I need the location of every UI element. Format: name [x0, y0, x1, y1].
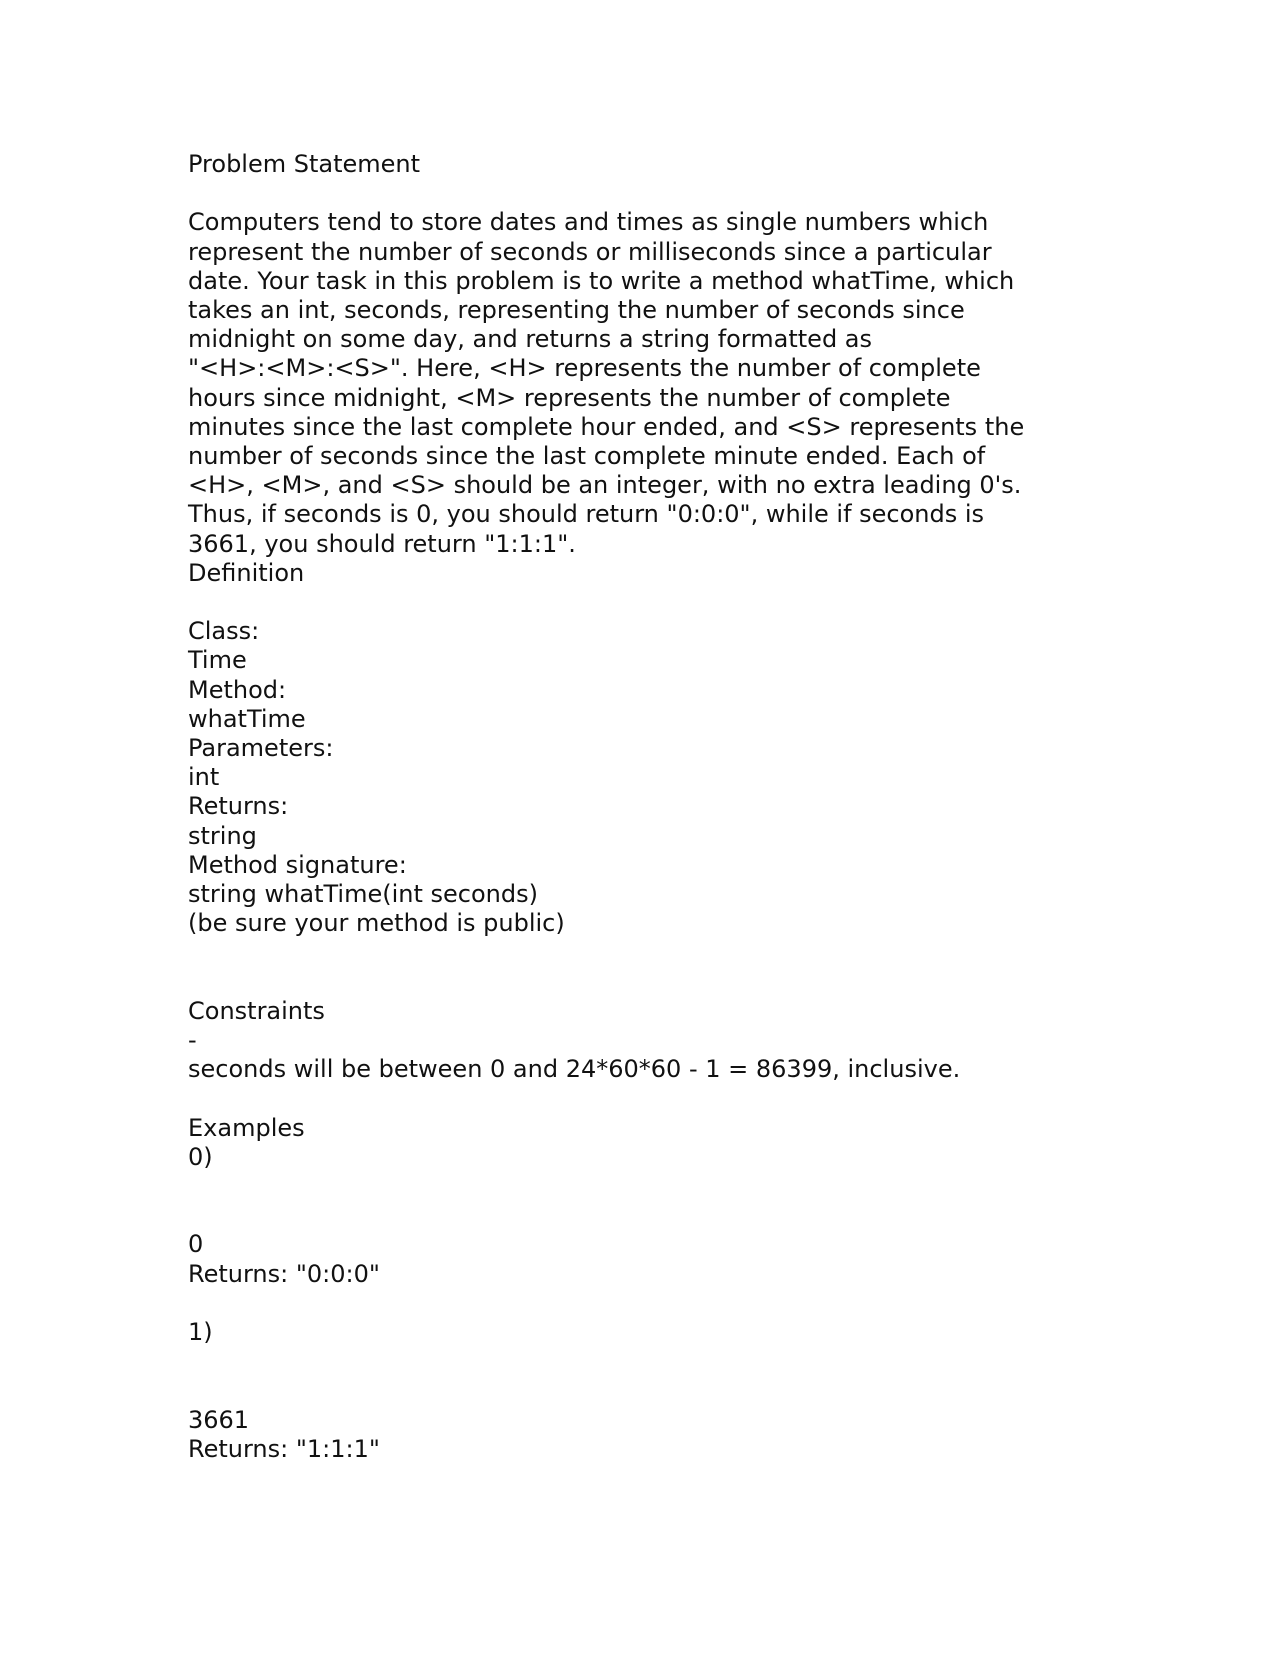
definition-section	[188, 617, 1088, 938]
statement-line: "<H>:<M>:<S>". Here, <H> represents the number of complete	[188, 354, 981, 383]
returns-value: string	[188, 821, 257, 850]
signature-label: Method signature:	[188, 850, 407, 879]
class-value: Time	[188, 646, 247, 675]
constraints-section	[188, 1026, 1088, 1084]
statement-line: midnight on some day, and returns a string formatted as	[188, 325, 873, 354]
statement-line: Computers tend to store dates and times as single numbers which	[188, 208, 989, 237]
spacer	[188, 1084, 1088, 1113]
constraint-text: seconds will be between 0 and 24*60*60 - 1 = 86399, inclusive.	[188, 1055, 961, 1084]
spacer	[188, 179, 1088, 208]
example-index: 0)	[188, 1142, 213, 1171]
example-input: 3661	[188, 1405, 250, 1434]
example-item	[188, 1143, 1088, 1318]
spacer	[188, 1289, 1088, 1318]
spacer	[188, 588, 1088, 617]
problem-document	[188, 150, 1088, 1464]
example-input: 0	[188, 1230, 204, 1259]
statement-paragraph	[188, 208, 1088, 558]
definition-heading: Definition	[188, 558, 305, 587]
constraints-heading: Constraints	[188, 996, 325, 1025]
statement-line: takes an int, seconds, representing the number of seconds since	[188, 296, 965, 324]
statement-line: <H>, <M>, and <S> should be an integer, with no extra leading 0's.	[188, 471, 1022, 500]
example-returns: Returns: "1:1:1"	[188, 1434, 380, 1463]
example-item	[188, 1318, 1088, 1464]
spacer	[188, 1347, 1088, 1405]
problem-statement-heading: Problem Statement	[188, 150, 421, 178]
public-note: (be sure your method is public)	[188, 909, 565, 938]
statement-line: 3661, you should return "1:1:1".	[188, 529, 576, 558]
statement-line: number of seconds since the last complete minute ended. Each of	[188, 442, 986, 471]
example-returns: Returns: "0:0:0"	[188, 1259, 380, 1288]
parameters-label: Parameters:	[188, 734, 334, 763]
examples-heading: Examples	[188, 1113, 305, 1142]
signature-value: string whatTime(int seconds)	[188, 880, 538, 909]
class-label: Class:	[188, 617, 260, 646]
method-label: Method:	[188, 675, 287, 704]
statement-line: Thus, if seconds is 0, you should return "0:0:0", while if seconds is	[188, 500, 985, 529]
statement-line: hours since midnight, <M> represents the number of complete	[188, 383, 951, 412]
statement-line: represent the number of seconds or milliseconds since a particular	[188, 237, 992, 266]
example-index: 1)	[188, 1318, 213, 1347]
constraint-bullet: -	[188, 1026, 197, 1055]
method-value: whatTime	[188, 704, 306, 733]
statement-line: date. Your task in this problem is to write a method whatTime, which	[188, 266, 1015, 295]
statement-line: minutes since the last complete hour ended, and <S> represents the	[188, 412, 1025, 441]
spacer	[188, 1172, 1088, 1230]
spacer	[188, 938, 1088, 996]
parameters-value: int	[188, 763, 220, 792]
returns-label: Returns:	[188, 792, 289, 821]
